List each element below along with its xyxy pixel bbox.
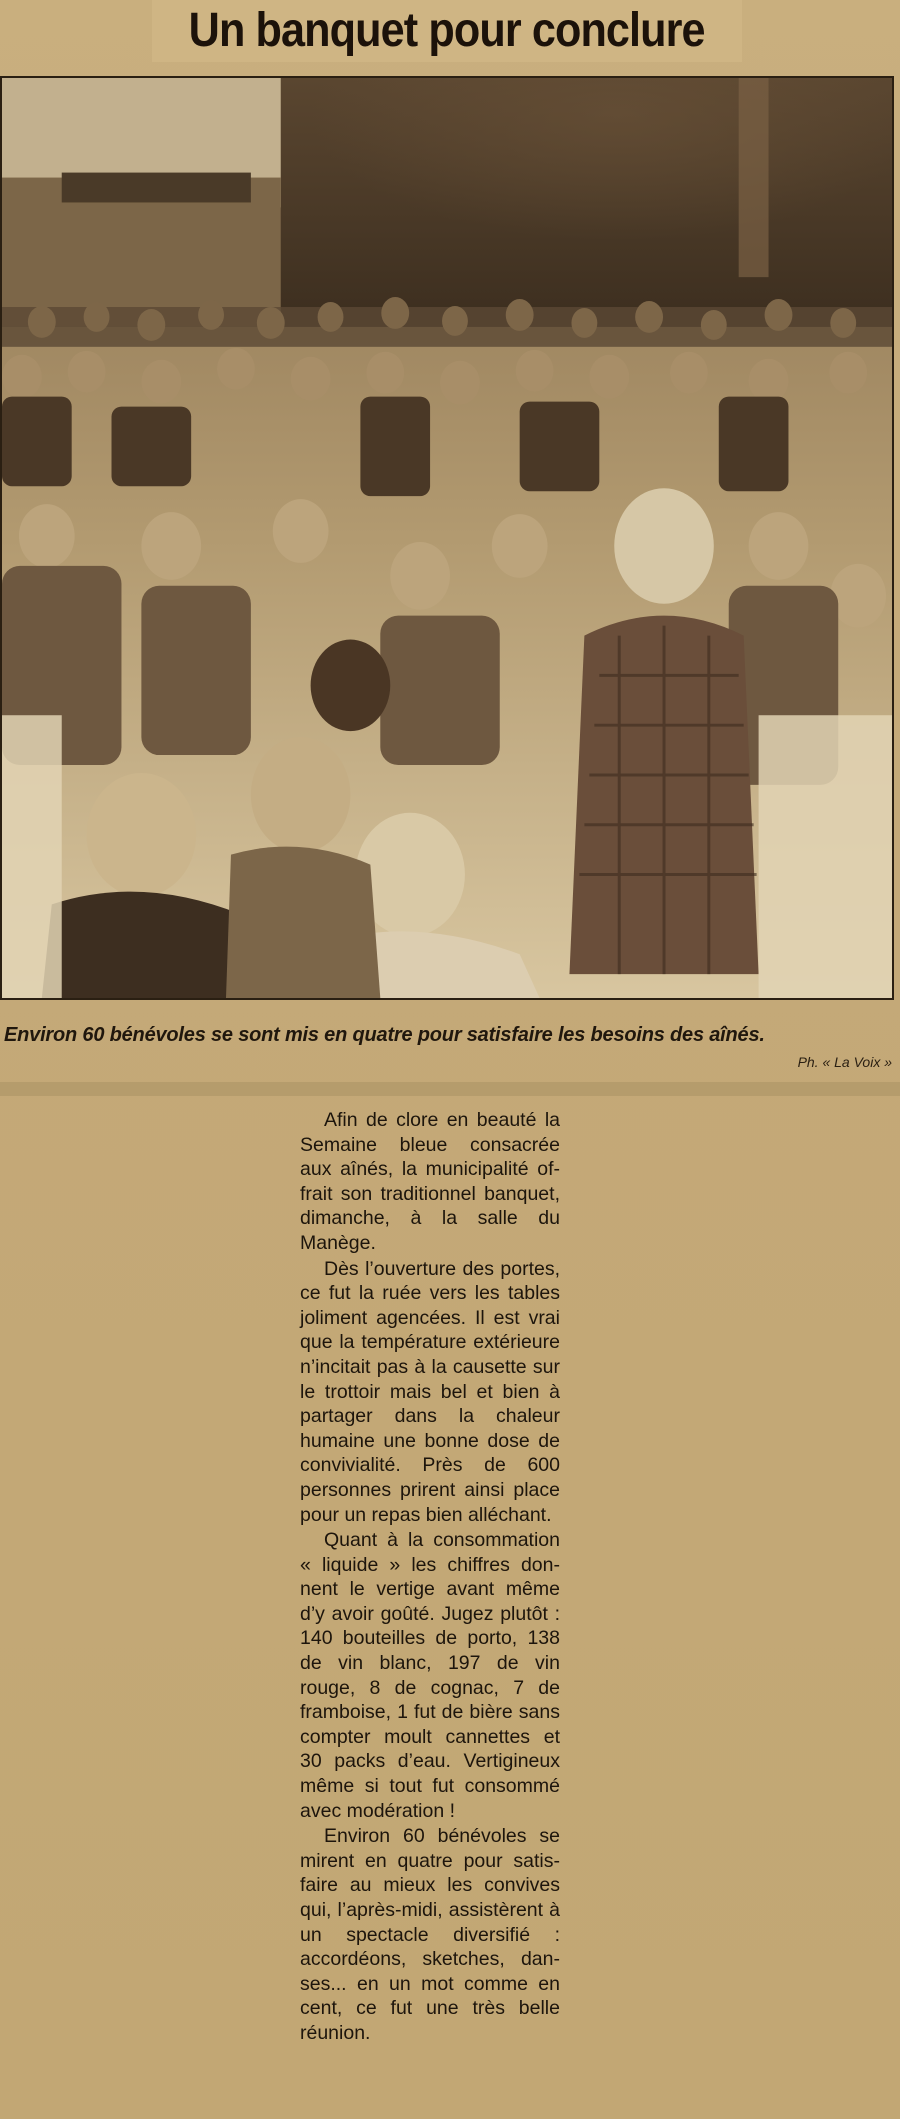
divider	[0, 1082, 900, 1096]
photo-caption: Environ 60 bénévoles se sont mis en quatre pour satisfaire les besoins des aînés.	[4, 1024, 765, 1046]
article-paragraph: Quant à la consommation « liquide » les chiffres donnent le vertige avant même d’y avoir goûté. Jugez plutôt : 140 bouteilles de porto, 138 de vin blanc, 197 de vin rouge, 8 de cognac, 7 de framboise, 1 fut de bière sans compter moult cannettes et 30 packs d’eau. Vertigineux même si tout fut consommé avec modération !	[300, 1529, 560, 1822]
headline: Un banquet pour conclure	[188, 4, 706, 57]
article-paragraph: Afin de clore en beauté la Semaine bleue consacrée aux aînés, la municipalité offrait son traditionnel banquet, dimanche, à la salle du Manège.	[300, 1109, 560, 1254]
article-paragraph: Environ 60 bénévoles se mirent en quatre pour satisfaire au mieux les convives qui, l’après-midi, assistèrent à un spectacle diversifié : accordéons, sketches, danses... en un mot comme en cent, ce fut une très belle réunion.	[300, 1825, 560, 2044]
photo-credit: Ph. « La Voix »	[797, 1054, 892, 1070]
headline-band	[152, 0, 742, 62]
article-body	[300, 1108, 560, 2046]
banquet-photo	[0, 76, 894, 1000]
article-paragraph: Dès l’ouverture des portes, ce fut la ruée vers les tables joliment agencées. Il est vrai que la température extérieure n’incitait pas à la causette sur le trottoir mais bel et bien à partager dans la chaleur humaine une bonne dose de convivialité. Près de 600 personnes prirent ainsi place pour un repas bien alléchant.	[300, 1257, 560, 1526]
banquet-photo-image	[2, 78, 892, 998]
